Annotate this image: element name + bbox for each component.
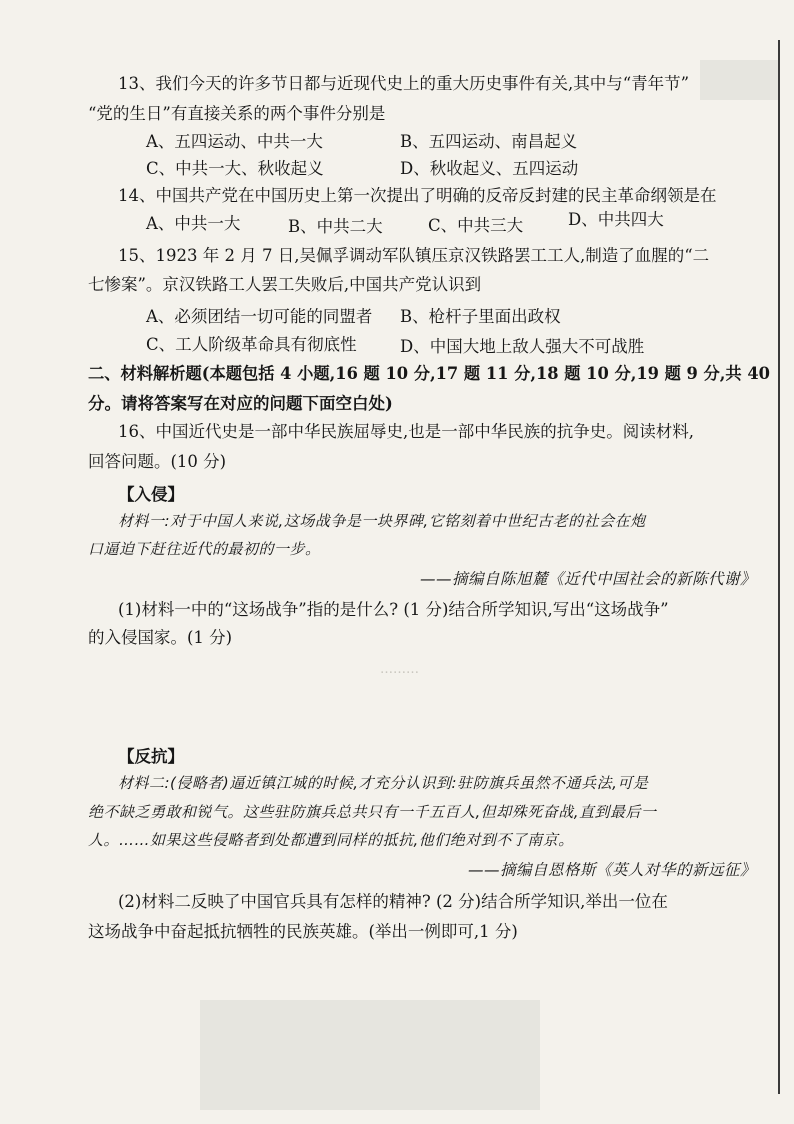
material2-line3: 人。……如果这些侵略者到处都遭到同样的抵抗,他们绝对到不了南京。	[88, 831, 574, 849]
binding-line	[778, 40, 780, 1094]
material1-line1: 材料一:对于中国人来说,这场战争是一块界碑,它铭刻着中世纪古老的社会在炮	[118, 512, 646, 530]
material1-line2: 口逼迫下赶往近代的最初的一步。	[88, 540, 321, 558]
material2-source: ——摘编自恩格斯《英人对华的新远征》	[467, 861, 756, 879]
q14-option-d: D、中共四大	[568, 210, 664, 229]
q15-option-a: A、必须团结一切可能的同盟者	[146, 307, 373, 326]
q14-option-c: C、中共三大	[428, 216, 524, 235]
q14-option-b: B、中共二大	[288, 217, 383, 236]
q16-sub1-line2: 的入侵国家。(1 分)	[88, 628, 233, 647]
q16-sub2-line1: (2)材料二反映了中国官兵具有怎样的精神? (2 分)结合所学知识,举出一位在	[118, 892, 668, 911]
q16-sub2-line2: 这场战争中奋起抵抗牺牲的民族英雄。(举出一例即可,1 分)	[88, 922, 518, 941]
scan-shadow	[200, 1000, 540, 1110]
scan-shadow	[700, 60, 780, 100]
q13-option-d: D、秋收起义、五四运动	[400, 159, 579, 178]
q16-line2: 回答问题。(10 分)	[88, 452, 227, 471]
section2-heading-cont: 分。请将答案写在对应的问题下面空白处)	[88, 394, 393, 413]
q13-option-b: B、五四运动、南昌起义	[400, 132, 578, 151]
q16-sub1-line1: (1)材料一中的“这场战争”指的是什么? (1 分)结合所学知识,写出“这场战争”	[118, 600, 669, 619]
q15-line1: 15、1923 年 2 月 7 日,吴佩孚调动军队镇压京汉铁路罢工工人,制造了血腥的“二	[118, 246, 710, 265]
q13-option-c: C、中共一大、秋收起义	[146, 159, 324, 178]
q13-line1: 13、我们今天的许多节日都与近现代史上的重大历史事件有关,其中与“青年节”	[118, 74, 690, 93]
q15-line2: 七惨案”。京汉铁路工人罢工失败后,中国共产党认识到	[88, 275, 482, 294]
material1-source: ——摘编自陈旭麓《近代中国社会的新陈代谢》	[419, 570, 756, 588]
q13-line2: “党的生日”有直接关系的两个事件分别是	[88, 104, 386, 123]
material2-line2: 绝不缺乏勇敢和锐气。这些驻防旗兵总共只有一千五百人,但却殊死奋战,直到最后一	[88, 803, 657, 821]
q13-option-a: A、五四运动、中共一大	[146, 132, 323, 151]
q14-line1: 14、中国共产党在中国历史上第一次提出了明确的反帝反封建的民主革命纲领是在	[118, 186, 717, 205]
q15-option-c: C、工人阶级革命具有彻底性	[146, 335, 357, 354]
material2-line1: 材料二:(侵略者)逼近镇江城的时候,才充分认识到:驻防旗兵虽然不通兵法,可是	[118, 774, 649, 792]
part-resistance-title: 【反抗】	[118, 747, 184, 766]
q16-line1: 16、中国近代史是一部中华民族屈辱史,也是一部中华民族的抗争史。阅读材料,	[118, 422, 694, 441]
q15-option-b: B、枪杆子里面出政权	[400, 307, 561, 326]
section2-heading: 二、材料解析题(本题包括 4 小题,16 题 10 分,17 题 11 分,18 题 10 分,19 题 9 分,共 40	[88, 364, 770, 383]
part-invasion-title: 【入侵】	[118, 485, 184, 504]
q15-option-d: D、中国大地上敌人强大不可战胜	[400, 337, 645, 356]
show-through-text: ………	[380, 662, 419, 677]
q14-option-a: A、中共一大	[146, 214, 241, 233]
